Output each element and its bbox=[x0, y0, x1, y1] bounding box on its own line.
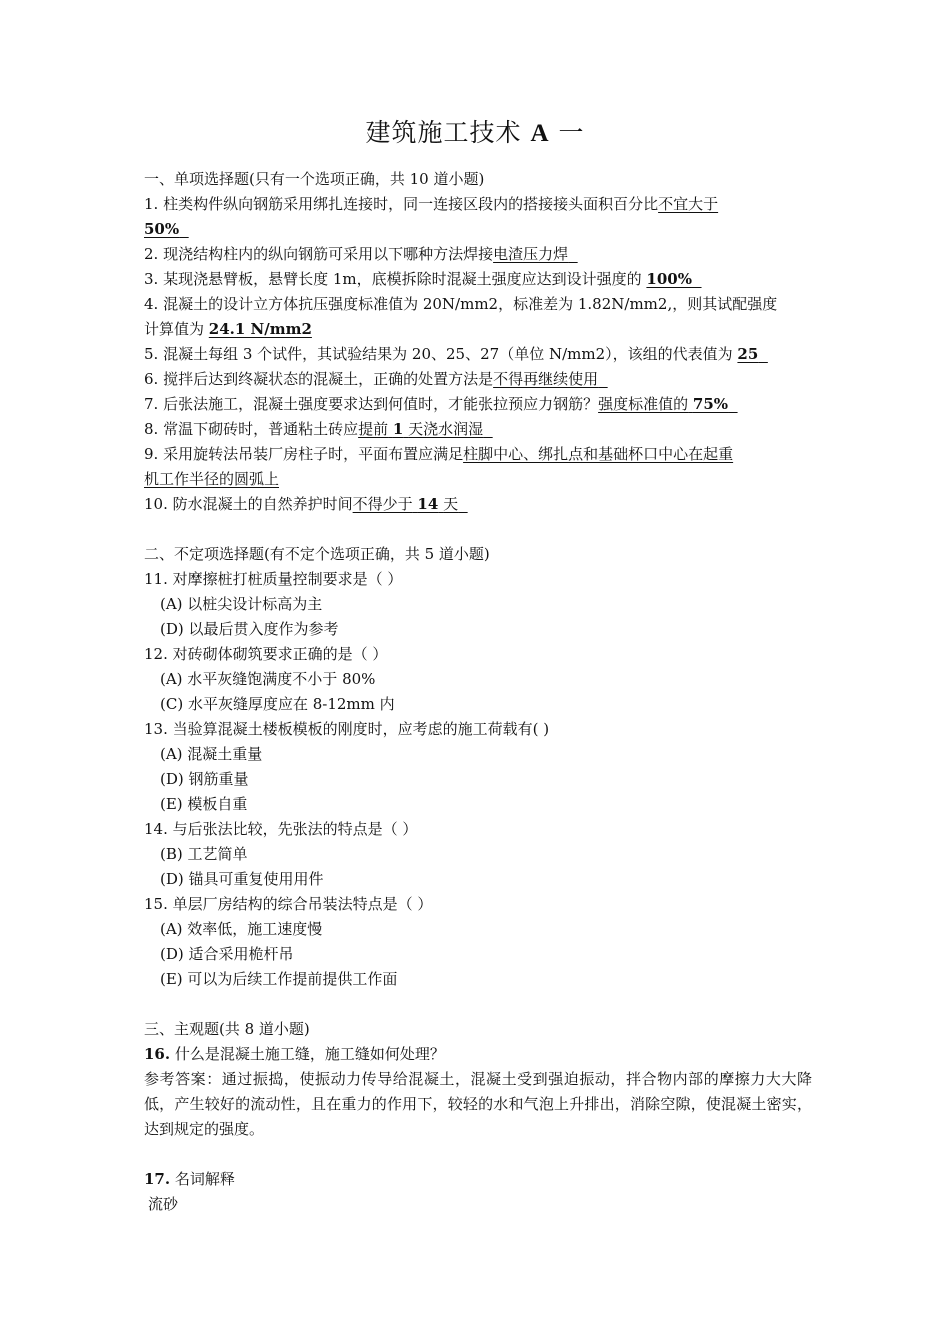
question-6 bbox=[144, 367, 812, 392]
section3-heading: 三、主观题(共 8 道小题) bbox=[144, 1020, 310, 1038]
question-7 bbox=[144, 392, 812, 417]
q16-number: 16. bbox=[144, 1045, 171, 1063]
q6-answer: 不得再继续使用 bbox=[493, 370, 599, 388]
q9-answer-part1: 柱脚中心、绑扎点和基础杯口中心在起重 bbox=[463, 445, 734, 463]
question-17 bbox=[144, 1167, 812, 1192]
question-1 bbox=[144, 192, 812, 242]
question-11: 11. 对摩擦桩打桩质量控制要求是（ ） bbox=[144, 570, 403, 588]
title-letter: A bbox=[530, 120, 550, 147]
q10-answer-part3: 天 bbox=[443, 495, 459, 513]
q2-text: 2. 现浇结构柱内的纵向钢筋可采用以下哪种方法焊接 bbox=[144, 245, 494, 263]
q4-answer: 24.1 N/mm2 bbox=[208, 320, 312, 338]
q5-text: 5. 混凝土每组 3 个试件，其试验结果为 20、25、27（单位 N/mm2），该组的代表值为 bbox=[144, 345, 733, 363]
question-2 bbox=[144, 242, 812, 267]
q9-text: 9. 采用旋转法吊装厂房柱子时，平面布置应满足 bbox=[144, 445, 464, 463]
q8-answer-part2: 1 bbox=[392, 420, 404, 438]
question-10 bbox=[144, 492, 812, 517]
q15-option: (D) 适合采用桅杆吊 bbox=[160, 945, 294, 963]
q12-option: (A) 水平灰缝饱满度不小于 80% bbox=[160, 670, 376, 688]
question-12: 12. 对砖砌体砌筑要求正确的是（ ） bbox=[144, 645, 388, 663]
q13-option: (D) 钢筋重量 bbox=[160, 770, 249, 788]
title-main: 建筑施工技术 bbox=[365, 118, 522, 147]
q14-option: (D) 锚具可重复使用用件 bbox=[160, 870, 324, 888]
question-9 bbox=[144, 442, 812, 492]
q14-option: (B) 工艺简单 bbox=[160, 845, 248, 863]
q13-option: (E) 模板自重 bbox=[160, 795, 248, 813]
document-body bbox=[144, 167, 812, 1217]
q1-answer-part1: 不宜大于 bbox=[658, 195, 719, 213]
q10-answer-part2: 14 bbox=[417, 495, 439, 513]
question-5 bbox=[144, 342, 812, 367]
q13-option: (A) 混凝土重量 bbox=[160, 745, 263, 763]
title-suffix: 一 bbox=[558, 118, 585, 147]
question-8 bbox=[144, 417, 812, 442]
q10-text: 10. 防水混凝土的自然养护时间 bbox=[144, 495, 353, 513]
q17-number: 17. bbox=[144, 1170, 171, 1188]
q2-answer: 电渣压力焊 bbox=[493, 245, 569, 263]
q16-reference-answer: 参考答案：通过振捣，使振动力传导给混凝土，混凝土受到强迫振动，拌合物内部的摩擦力大大降低，产生较好的流动性，且在重力的作用下，较轻的水和气泡上升排出，消除空隙，使混凝土密实，达到规定的强度。 bbox=[144, 1070, 812, 1138]
section1-heading: 一、单项选择题(只有一个选项正确，共 10 道小题) bbox=[144, 170, 485, 188]
q7-text: 7. 后张法施工，混凝土强度要求达到何值时，才能张拉预应力钢筋？ bbox=[144, 395, 599, 413]
q15-option: (E) 可以为后续工作提前提供工作面 bbox=[160, 970, 398, 988]
q1-text: 1. 柱类构件纵向钢筋采用绑扎连接时，同一连接区段内的搭接接头面积百分比 bbox=[144, 195, 659, 213]
q7-answer-part1: 强度标准值的 bbox=[598, 395, 689, 413]
q1-answer-part2: 50% bbox=[144, 220, 180, 238]
q3-text: 3. 某现浇悬臂板，悬臂长度 1m，底模拆除时混凝土强度应达到设计强度的 bbox=[144, 270, 642, 288]
question-4 bbox=[144, 292, 812, 342]
q10-answer-part1: 不得少于 bbox=[352, 495, 413, 513]
q3-answer: 100% bbox=[646, 270, 692, 288]
page-title bbox=[0, 116, 950, 151]
q5-answer: 25 bbox=[737, 345, 759, 363]
question-16 bbox=[144, 1042, 812, 1067]
q12-option: (C) 水平灰缝厚度应在 8-12mm 内 bbox=[160, 695, 395, 713]
q16-text: 什么是混凝土施工缝，施工缝如何处理？ bbox=[174, 1045, 445, 1063]
q11-option: (D) 以最后贯入度作为参考 bbox=[160, 620, 339, 638]
q6-text: 6. 搅拌后达到终凝状态的混凝土，正确的处置方法是 bbox=[144, 370, 494, 388]
q8-answer-part1: 提前 bbox=[358, 420, 389, 438]
question-3 bbox=[144, 267, 812, 292]
question-13: 13. 当验算混凝土楼板模板的刚度时，应考虑的施工荷载有( ) bbox=[144, 720, 550, 738]
q8-answer-part3: 天浇水润湿 bbox=[408, 420, 484, 438]
q8-text: 8. 常温下砌砖时，普通粘土砖应 bbox=[144, 420, 359, 438]
q4-text-line2: 计算值为 bbox=[144, 320, 205, 338]
q17-term: 流砂 bbox=[148, 1195, 179, 1213]
q17-text: 名词解释 bbox=[174, 1170, 235, 1188]
q11-option: (A) 以桩尖设计标高为主 bbox=[160, 595, 323, 613]
q9-answer-part2: 机工作半径的圆弧上 bbox=[144, 470, 280, 488]
q15-option: (A) 效率低，施工速度慢 bbox=[160, 920, 323, 938]
question-15: 15. 单层厂房结构的综合吊装法特点是（ ） bbox=[144, 895, 433, 913]
q4-text-line1: 4. 混凝土的设计立方体抗压强度标准值为 20N/mm2，标准差为 1.82N/mm2,，则其试配强度 bbox=[144, 295, 778, 313]
question-14: 14. 与后张法比较，先张法的特点是（ ） bbox=[144, 820, 418, 838]
q7-answer-part2: 75% bbox=[692, 395, 729, 413]
section2-heading: 二、不定项选择题(有不定个选项正确，共 5 道小题) bbox=[144, 545, 490, 563]
